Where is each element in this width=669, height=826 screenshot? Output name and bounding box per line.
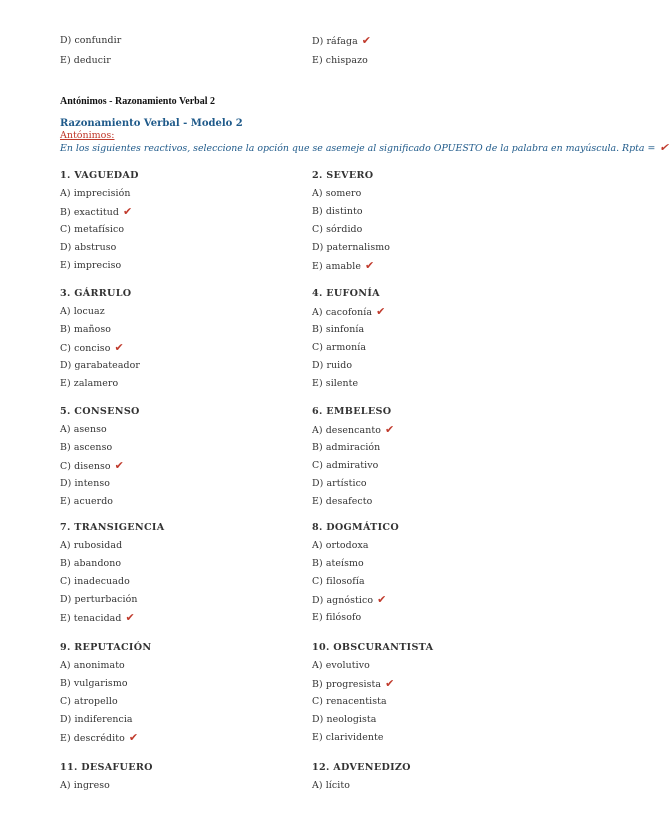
answer-option: B) ateísmo	[312, 558, 364, 569]
answer-option: C) inadecuado	[60, 576, 130, 587]
answer-option: D) abstruso	[60, 242, 117, 253]
question-title: 9. REPUTACIÓN	[60, 642, 152, 653]
answer-option: C) metafísico	[60, 224, 125, 235]
answer-option: B) abandono	[60, 558, 122, 569]
answer-option: A) evolutivo	[312, 660, 370, 671]
check-icon: ✔	[376, 305, 386, 318]
answer-option: A) somero	[312, 188, 362, 199]
carryover-right-option: E) chispazo	[312, 55, 368, 66]
check-icon: ✔	[659, 141, 669, 154]
answer-option: D) ruido	[312, 360, 353, 371]
answer-option: E) acuerdo	[60, 496, 114, 507]
answer-option: C) armonía	[312, 342, 367, 353]
question-title: 1. VAGUEDAD	[60, 170, 139, 181]
answer-option: E) amable ✔	[312, 259, 375, 272]
section-subtitle: Antónimos:	[60, 130, 115, 141]
answer-option: D) indiferencia	[60, 714, 133, 725]
document-heading: Antónimos - Razonamiento Verbal 2	[60, 96, 216, 107]
answer-option: A) cacofonía ✔	[312, 305, 386, 318]
answer-option: C) admirativo	[312, 460, 379, 471]
carryover-left-option: D) confundir	[60, 35, 122, 46]
answer-option: E) clarividente	[312, 732, 384, 743]
answer-option: D) intenso	[60, 478, 110, 489]
check-icon: ✔	[114, 459, 124, 472]
answer-option: C) renacentista	[312, 696, 387, 707]
answer-option: B) sinfonía	[312, 324, 365, 335]
answer-option: C) filosofía	[312, 576, 365, 587]
answer-option: E) descrédito ✔	[60, 731, 139, 744]
answer-option: A) lícito	[312, 780, 350, 791]
check-icon: ✔	[365, 259, 375, 272]
question-title: 5. CONSENSO	[60, 406, 140, 417]
answer-option: C) atropello	[60, 696, 118, 707]
section-title: Razonamiento Verbal - Modelo 2	[60, 118, 243, 129]
question-title: 8. DOGMÁTICO	[312, 522, 399, 533]
answer-option: B) admiración	[312, 442, 381, 453]
question-title: 3. GÁRRULO	[60, 288, 132, 299]
question-title: 7. TRANSIGENCIA	[60, 522, 165, 533]
check-icon: ✔	[125, 611, 135, 624]
answer-option: D) paternalismo	[312, 242, 391, 253]
answer-option: E) tenacidad ✔	[60, 611, 135, 624]
check-icon: ✔	[128, 731, 139, 744]
answer-option: E) silente	[312, 378, 359, 389]
answer-option: E) desafecto	[312, 496, 373, 507]
answer-option: B) progresista ✔	[312, 677, 395, 690]
carryover-right-option: D) ráfaga ✔	[312, 34, 372, 47]
answer-option: A) asenso	[60, 424, 107, 435]
question-title: 10. OBSCURANTISTA	[312, 642, 434, 653]
answer-option: D) agnóstico ✔	[312, 593, 387, 606]
answer-option: E) impreciso	[60, 260, 122, 271]
answer-option: A) ortodoxa	[312, 540, 369, 551]
question-title: 6. EMBELESO	[312, 406, 392, 417]
answer-option: B) ascenso	[60, 442, 113, 453]
answer-option: E) filósofo	[312, 612, 362, 623]
answer-option: B) distinto	[312, 206, 363, 217]
answer-option: A) desencanto ✔	[312, 423, 395, 436]
instructions-text: En los siguientes reactivos, seleccione la opción que se asemeje al significado OPUESTO de la palabra en mayúscula. Rpta = ✔	[60, 141, 669, 154]
answer-option: C) conciso ✔	[60, 341, 124, 354]
check-icon: ✔	[122, 205, 133, 218]
answer-option: C) sórdido	[312, 224, 363, 235]
answer-option: A) ingreso	[60, 780, 110, 791]
answer-option: B) vulgarismo	[60, 678, 128, 689]
check-icon: ✔	[384, 423, 395, 436]
answer-option: B) exactitud ✔	[60, 205, 133, 218]
question-title: 11. DESAFUERO	[60, 762, 153, 773]
question-title: 4. EUFONÍA	[312, 288, 380, 299]
check-icon: ✔	[377, 593, 387, 606]
check-icon: ✔	[385, 677, 395, 690]
answer-option: D) garabateador	[60, 360, 140, 371]
question-title: 2. SEVERO	[312, 170, 374, 181]
answer-option: A) locuaz	[60, 306, 105, 317]
answer-option: E) zalamero	[60, 378, 119, 389]
answer-option: A) imprecisión	[60, 188, 131, 199]
answer-option: C) disenso ✔	[60, 459, 124, 472]
answer-option: B) mañoso	[60, 324, 112, 335]
carryover-left-option: E) deducir	[60, 55, 111, 66]
answer-option: D) perturbación	[60, 594, 138, 605]
check-icon: ✔	[114, 341, 124, 354]
answer-option: A) anonimato	[60, 660, 125, 671]
check-icon: ✔	[361, 34, 372, 47]
answer-option: A) rubosidad	[60, 540, 123, 551]
answer-option: D) artístico	[312, 478, 367, 489]
answer-option: D) neologista	[312, 714, 377, 725]
question-title: 12. ADVENEDIZO	[312, 762, 411, 773]
